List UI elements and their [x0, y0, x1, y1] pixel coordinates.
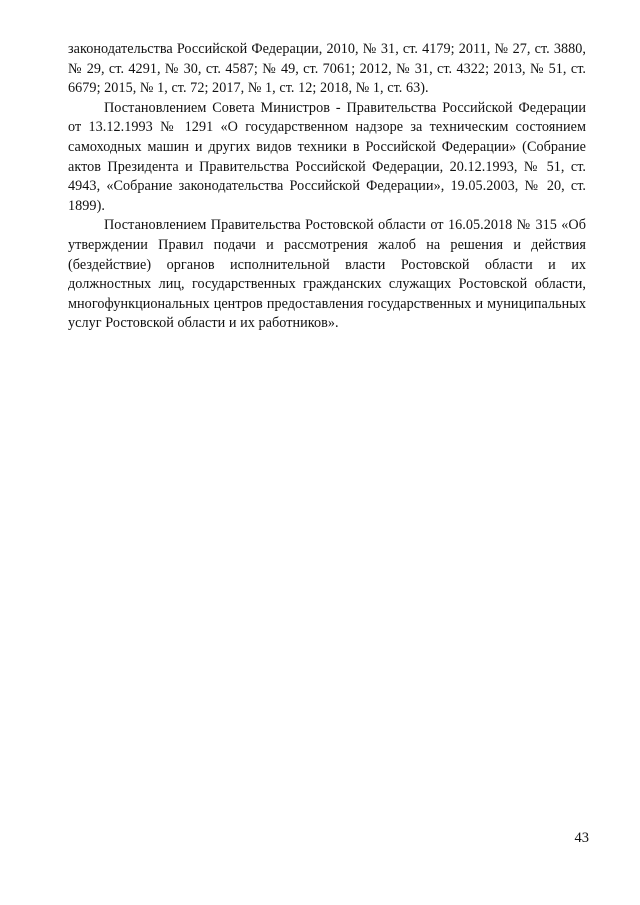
paragraph-continuation: законодательства Российской Федерации, 2010, № 31, ст. 4179; 2011, № 27, ст. 3880, № 29, ст. 4291, № 30, ст. 4587; № 49, ст. 7061; 2012, № 31, ст. 4322; 2013, № 51, ст. 6679; 2015, № 1, ст. 72; 2017, № 1, ст. 12; 2018, № 1, ст. 63).: [68, 41, 586, 97]
paragraph-rostov-resolution: Постановлением Правительства Ростовской области от 16.05.2018 № 315 «Об утверждении Правил подачи и рассмотрения жалоб на решения и действия (бездействие) органов исполнительной власти Ростовской области и их должностных лиц, государственных гражданских служащих Ростовской области, многофункциональных центров предоставления государственных и муниципальных услуг Ростовской области и их работников».: [68, 217, 586, 332]
paragraph-council-resolution: Постановлением Совета Министров - Правительства Российской Федерации от 13.12.1993 № 1291 «О государственном надзоре за техническим состоянием самоходных машин и других видов техники в Российской Федерации» (Собрание актов Президента и Правительства Российской Федерации, 20.12.1993, № 51, ст. 4943, «Собрание законодательства Российской Федерации», 19.05.2003, № 20, ст. 1899).: [68, 99, 586, 214]
document-body: [68, 40, 586, 334]
page-number: 43: [574, 830, 589, 846]
